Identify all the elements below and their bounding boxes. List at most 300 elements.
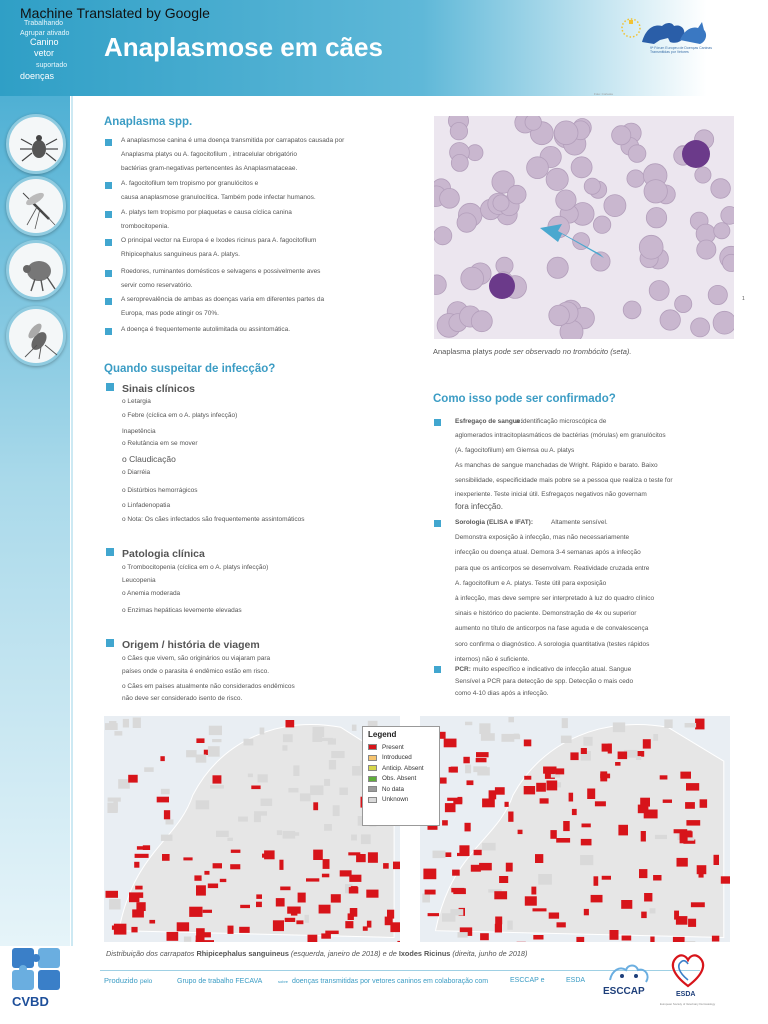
anaplasma-text-line: O principal vector na Europa é e Ixodes ricinus para A. fagocitofilum [121, 237, 317, 244]
confirm-heading: Como isso pode ser confirmado? [433, 393, 616, 405]
map-region [123, 719, 129, 728]
map-region [351, 886, 358, 892]
clinical-sign-item: Inapetência [122, 428, 156, 435]
pathology-item: o Enzimas hepáticas levemente elevadas [122, 607, 242, 614]
sandfly-icon [15, 315, 63, 363]
map-region [196, 940, 201, 942]
footer-produced: Produzido [104, 976, 138, 985]
legend-row [368, 742, 434, 753]
map-region [183, 857, 192, 860]
serology-bullet [434, 520, 441, 527]
map-region [463, 757, 469, 764]
map-region [352, 725, 357, 731]
red-blood-cell [450, 123, 467, 140]
travel-item: não deve ser considerado isento de risco. [122, 695, 243, 702]
leukocyte [682, 140, 710, 168]
pathology-item: o Anemia moderada [122, 590, 181, 597]
map-caption-species1: Rhipicephalus sanguineus [196, 949, 289, 958]
red-blood-cell [554, 121, 578, 145]
legend-row [368, 795, 434, 806]
flea-icon [15, 249, 63, 297]
anaplasma-text-line: Anaplasma platys ou A. fagocitofilum , intracelular obrigatório [121, 151, 297, 158]
photo-credit: Foto: Cortesia [594, 92, 613, 96]
map-region [349, 875, 361, 882]
map-region [525, 896, 537, 905]
map-region [276, 898, 285, 906]
map-region [650, 937, 654, 943]
map-region [208, 884, 218, 889]
smear-line: a identificação microscópica de [516, 418, 607, 425]
travel-item: o Cães que vivem, são originários ou viajaram para [122, 655, 271, 662]
red-blood-cell [646, 208, 666, 228]
map-region [128, 775, 138, 783]
map-region [118, 779, 130, 789]
map-region [686, 783, 699, 791]
anaplasma-bullet-marker [105, 211, 112, 218]
map-region [595, 801, 606, 806]
map-region [594, 876, 599, 886]
anaplasma-bullet-marker [105, 270, 112, 277]
anaplasma-bullet-marker [105, 328, 112, 335]
legend-title: Legend [368, 730, 397, 739]
map-region [134, 862, 139, 868]
travel-title: Origem / história de viagem [122, 639, 260, 651]
caption-species: Anaplasma platys [433, 347, 493, 356]
map-region [114, 731, 122, 736]
map-region [618, 825, 628, 836]
map-region [602, 744, 610, 752]
map-region [482, 799, 495, 808]
map-region [106, 891, 119, 898]
map-region [313, 850, 323, 860]
clinical-sign-item: o Linfadenopatia [122, 502, 171, 509]
map-caption-post: (direita, junho de 2018) [450, 949, 528, 958]
legend-label: Obs. Absent [382, 775, 417, 783]
anaplasma-text-line: A seroprevalência de ambas as doenças varia em diferentes partes da [121, 296, 325, 303]
clinical-sign-item: o Letargia [122, 398, 151, 405]
map-region [587, 789, 595, 800]
map-region [508, 717, 514, 722]
pcr-line: muito específico e indicativo de infecção atual. Sangue [473, 666, 632, 673]
map-region [283, 734, 293, 742]
map-region [109, 899, 121, 910]
red-blood-cell [708, 285, 727, 304]
map-region [465, 722, 472, 726]
legend-label: No data [382, 785, 405, 793]
map-region [700, 799, 708, 808]
anaplasma-text-line: Rhipicephalus sanguineus para A. platys. [121, 251, 240, 258]
anaplasma-bullet-marker [105, 139, 112, 146]
map-region [445, 803, 456, 812]
tick-icon [15, 123, 63, 171]
red-blood-cell [628, 145, 646, 163]
clinical-sign-item: o Nota: Os cães infectados são frequentemente assintomáticos [122, 516, 305, 523]
anaplasma-text-line: A. platys tem tropismo por plaquetas e causa cíclica canina [121, 209, 292, 216]
map-region [135, 886, 142, 890]
map-region [261, 799, 273, 806]
map-region [177, 922, 189, 931]
footer-esda: ESDA [566, 977, 586, 984]
serology-line: internos) não é suficiente. [455, 655, 530, 663]
map-region [428, 913, 440, 916]
map-region [282, 745, 287, 751]
map-region [459, 845, 469, 856]
serology-title: Sorologia (ELISA e IFAT): [455, 519, 533, 526]
footer-text: doenças transmitidas por vetores caninos em colaboração com [292, 978, 489, 985]
map-region [688, 919, 696, 927]
map-region [549, 913, 559, 919]
map-region [258, 774, 268, 782]
serology-line: à infecção, mas deve sempre ser interpretado à luz do quadro clínico [455, 595, 655, 602]
map-region [680, 833, 685, 844]
map-region [695, 719, 704, 730]
legend-label: Unknown [382, 796, 409, 804]
map-region [157, 797, 169, 803]
map-region [615, 762, 620, 766]
map-region [212, 739, 221, 742]
red-blood-cell [434, 227, 452, 245]
map-region [576, 937, 584, 942]
map-region [293, 765, 299, 776]
red-blood-cell [451, 154, 468, 171]
map-region [580, 855, 593, 865]
esda-subtitle: European Society of Veterinary Dermatology [660, 1002, 716, 1006]
red-blood-cell [695, 167, 711, 183]
map-region [482, 843, 496, 851]
blood-smear-micrograph [434, 116, 734, 339]
map-region [210, 785, 224, 789]
clinical-sign-item: o Claudicação [122, 454, 176, 464]
clinical-bullet [106, 383, 114, 391]
map-region [563, 821, 570, 831]
map-region [506, 863, 513, 872]
map-region [339, 788, 348, 796]
map-region [474, 850, 482, 855]
map-region [600, 771, 607, 781]
legend-label: Introduced [382, 754, 412, 762]
map-region [555, 768, 564, 774]
red-blood-cell [457, 213, 476, 232]
map-region [536, 783, 546, 792]
map-region [602, 876, 611, 880]
anaplasma-text-line: A. fagocitofilum tem tropismo por granulócitos e [121, 180, 259, 187]
pathology-item: Leucopenia [122, 577, 156, 584]
map-region [216, 831, 229, 837]
map-region [479, 723, 490, 734]
map-region [198, 932, 211, 937]
map-region [712, 936, 719, 942]
map-region [514, 734, 520, 739]
map-region [144, 767, 154, 772]
map-region [248, 774, 253, 778]
map-region [279, 860, 283, 870]
legend-label: Present [382, 743, 404, 751]
smear-line: (A. fagocitofilum) em Giemsa ou A. platys [455, 447, 575, 454]
map-region [467, 780, 474, 785]
side-tag-canine: Canino [30, 37, 59, 47]
travel-item: o Cães em países atualmente não considerados endêmicos [122, 683, 295, 690]
anaplasma-text-line: servir como reservatório. [121, 282, 193, 289]
map-region [280, 887, 290, 891]
map-region [677, 858, 688, 867]
map-region [501, 734, 514, 742]
map-region [451, 888, 464, 893]
map-region [139, 892, 143, 898]
cvbd-label: CVBD [12, 994, 49, 1009]
map-region [136, 902, 145, 911]
map-region [618, 752, 628, 760]
map-region [331, 894, 341, 902]
map-region [166, 819, 174, 824]
map-region [639, 869, 647, 878]
red-blood-cell [714, 223, 730, 239]
map-region [298, 893, 306, 903]
map-region [162, 854, 170, 861]
map-region [476, 752, 489, 757]
map-region [383, 863, 389, 869]
map-region [556, 838, 570, 843]
map-region [714, 855, 720, 865]
map-region [524, 786, 535, 794]
serology-line: aumento no título de anticorpos na fase aguda e de convalescença [455, 625, 649, 633]
map-region [676, 916, 688, 925]
map-rhipicephalus [104, 716, 400, 942]
map-region [131, 927, 137, 933]
serology-line: sinais e histórico do paciente. Demonstração de 4x ou superior [455, 610, 637, 618]
side-tag-group: Agrupar ativado [20, 30, 70, 37]
serology-line: para que os anticorpos se desenvolvam. Reatividade cruzada entre [455, 564, 650, 572]
map-region [480, 933, 489, 940]
red-blood-cell [440, 188, 460, 208]
tick-badge [6, 114, 66, 174]
serology-line: soro confirma o diagnóstico. A sorologia quantitativa (testes rápidos [455, 640, 650, 648]
map-region [310, 785, 323, 795]
map-region [465, 823, 471, 832]
smear-line: As manchas de sangue manchadas de Wright. Rápido e barato. Baixo [455, 462, 658, 469]
map-region [673, 937, 685, 942]
red-blood-cell [556, 190, 576, 210]
map-region [442, 820, 448, 825]
red-blood-cell [593, 216, 610, 233]
anaplasma-bullet-marker [105, 298, 112, 305]
page-title: Anaplasmose em cães [104, 32, 383, 62]
map-region [108, 798, 121, 802]
map-region [186, 750, 197, 757]
fecava-logo [618, 16, 718, 60]
legend-swatch [368, 797, 377, 803]
anaplasma-text-line: bactérias gram-negativas pertencentes às Anaplasmataceae. [121, 165, 298, 172]
map-region [240, 905, 250, 908]
map-region [184, 937, 191, 942]
footer-on: sobre [278, 979, 289, 984]
red-blood-cell [547, 257, 568, 278]
footer-esccap: ESCCAP e [510, 977, 545, 984]
map-region [494, 891, 507, 899]
map-region [244, 739, 254, 746]
legend-row [368, 753, 434, 764]
map-region [423, 869, 436, 880]
map-region [622, 936, 632, 941]
smear-line: sensibilidade, especificidade mais pobre se a pessoa que realiza o teste for [455, 477, 673, 484]
anaplasma-bullet-marker [105, 182, 112, 189]
map-region [305, 915, 309, 923]
clinical-sign-item: o Relutância em se mover [122, 440, 198, 447]
map-region [203, 940, 214, 942]
map-region [203, 910, 212, 913]
red-blood-cell [604, 195, 626, 217]
map-region [273, 920, 284, 931]
map-region [105, 723, 118, 730]
map-region [312, 733, 322, 742]
map-region [321, 933, 331, 938]
red-blood-cell [644, 180, 667, 203]
map-region [540, 798, 549, 803]
map-region [196, 738, 204, 743]
map-region [254, 811, 267, 816]
footer-by: pelo [140, 978, 153, 985]
red-blood-cell [571, 157, 592, 178]
map-region [610, 930, 619, 940]
smear-bullet [434, 419, 441, 426]
map-caption-pre: Distribuição dos carrapatos [106, 949, 197, 958]
map-region [518, 830, 523, 834]
map-region [256, 902, 262, 907]
map-region [296, 920, 303, 924]
mosquito-badge [6, 176, 66, 236]
sandfly-badge [6, 306, 66, 366]
map-region [591, 895, 603, 903]
map-region [213, 775, 222, 783]
legend-label: Anticip. Absent [382, 764, 424, 772]
anaplasma-text-line: Europa, mas pode atingir os 70%. [121, 310, 219, 317]
map-region [331, 751, 344, 758]
map-region [685, 941, 695, 942]
map-region [458, 932, 468, 938]
mosquito-icon [15, 185, 63, 233]
map-caption-mid: (esquerda, janeiro de 2018) e de [288, 949, 399, 958]
map-region [422, 894, 430, 903]
map-region [641, 912, 647, 919]
legend-row [368, 784, 434, 795]
map-region [345, 921, 353, 928]
side-tag-vector: vetor [34, 48, 55, 58]
map-region [644, 893, 652, 902]
legend-swatch [368, 755, 377, 761]
map-region [220, 879, 227, 882]
serology-line: Demonstra exposição à infecção, mas não necessariamente [455, 534, 630, 542]
map-region [238, 817, 248, 822]
map-region [227, 838, 233, 841]
red-blood-cell [461, 267, 484, 290]
pcr-line: Sensível a PCR para detecção de spp. Detecção o mais cedo [455, 678, 634, 685]
map-region [507, 921, 513, 930]
map-region [447, 798, 459, 801]
red-blood-cell [546, 168, 568, 190]
map-region [538, 874, 552, 885]
map-region [473, 766, 487, 772]
map-region [581, 839, 592, 846]
cvbd-puzzle-logo [8, 946, 64, 998]
map-region [433, 851, 446, 859]
serology-line: Altamente sensível. [551, 519, 608, 526]
red-blood-cell [649, 281, 669, 301]
map-region [535, 854, 543, 863]
anaplasma-text-line: A anaplasmose canina é uma doença transmitida por carrapatos causada por [121, 137, 345, 144]
clinical-sign-item: o Febre (cíclica em o A. platys infecção) [122, 412, 238, 419]
map-region [291, 910, 298, 915]
map-region [425, 890, 436, 895]
travel-bullet [106, 639, 114, 647]
map-region [458, 797, 463, 803]
map-region [584, 909, 589, 915]
europe-map-right [420, 716, 730, 942]
micrograph-side-mark: 1 [742, 296, 745, 302]
map-region [570, 752, 578, 760]
map-region [636, 756, 641, 760]
map-region [189, 907, 202, 917]
red-blood-cell [623, 301, 641, 319]
legend-swatch [368, 765, 377, 771]
map-region [230, 864, 240, 869]
map-region [685, 723, 697, 728]
map-region [653, 734, 658, 741]
map-region [572, 809, 577, 815]
map-region [557, 922, 566, 927]
pathology-item: o Trombocitopenia (cíclica em o A. platys infecção) [122, 564, 269, 571]
map-region [348, 913, 354, 920]
map-region [562, 718, 568, 728]
map-region [322, 738, 333, 741]
map-region [324, 824, 332, 831]
serology-line: A. fagocitofilum e A. platys. Teste útil para exposição [455, 579, 607, 587]
map-region [533, 935, 543, 940]
map-region [524, 740, 532, 747]
red-blood-cell [525, 116, 541, 130]
map-region [621, 900, 632, 909]
map-region [547, 781, 558, 791]
map-region [361, 834, 371, 844]
map-ixodes [420, 716, 730, 942]
anaplasma-text-line: Roedores, ruminantes domésticos e selvagens e possivelmente aves [121, 268, 321, 275]
map-region [209, 726, 222, 735]
dog-cat-logo-icon [640, 18, 710, 46]
map-region [655, 835, 667, 839]
map-region [385, 917, 393, 926]
legend-swatch [368, 776, 377, 782]
map-region [129, 892, 139, 902]
map-region [524, 776, 531, 780]
map-region [686, 820, 700, 826]
map-region [325, 931, 338, 934]
map-region [653, 875, 661, 881]
map-region [308, 935, 318, 942]
pcr-bullet [434, 666, 441, 673]
map-region [161, 835, 173, 841]
legend-swatch [368, 744, 377, 750]
map-region [495, 787, 505, 795]
anaplasma-heading: Anaplasma spp. [104, 116, 193, 128]
map-region [644, 810, 658, 819]
red-blood-cell [713, 311, 734, 334]
footer-group: Grupo de trabalho FECAVA [177, 978, 263, 985]
map-region [680, 772, 691, 779]
map-region [444, 739, 457, 748]
smear-line: fora infecção. [455, 502, 504, 511]
map-region [550, 830, 556, 839]
europe-map-left [104, 716, 400, 942]
map-region [160, 756, 164, 761]
map-region [322, 874, 329, 878]
